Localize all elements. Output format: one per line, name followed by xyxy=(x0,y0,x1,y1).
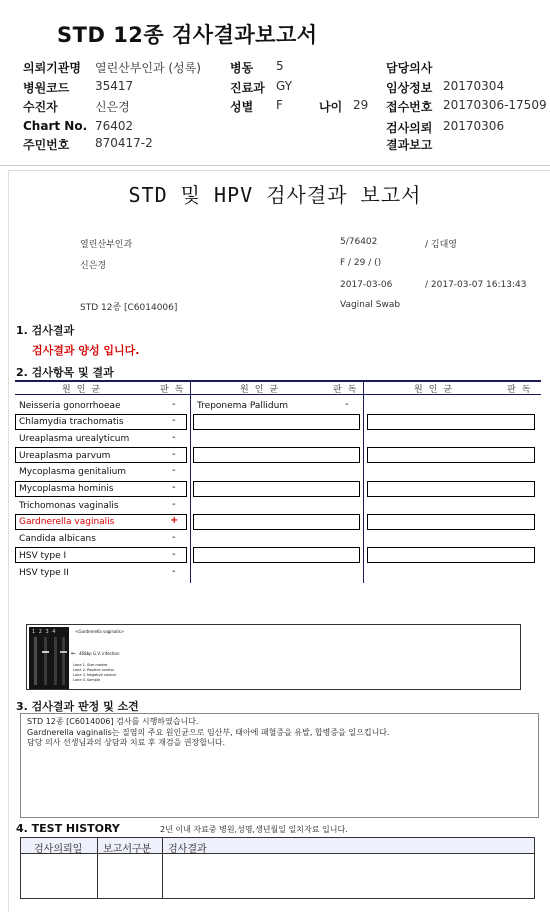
info-test-name: STD 12종 [C6014006] xyxy=(80,303,178,313)
empty-cell xyxy=(193,447,360,463)
empty-cell xyxy=(367,481,535,497)
history-header-result: 검사결과 xyxy=(168,844,207,855)
field-label: 진료과 xyxy=(230,81,265,95)
table-column-divider xyxy=(190,381,191,583)
field-label: 접수번호 xyxy=(386,100,433,114)
organism-result-positive: + xyxy=(170,515,179,526)
empty-cell xyxy=(367,547,535,563)
empty-cell xyxy=(367,514,535,530)
header-result: 판독 xyxy=(160,385,190,395)
arrow-left-icon: ← xyxy=(71,650,77,657)
field-value: 870417-2 xyxy=(95,136,153,150)
field-value: 신은경 xyxy=(95,100,130,114)
result-positive-message: 검사결과 양성 입니다. xyxy=(32,344,140,357)
field-value: 5 xyxy=(276,59,284,73)
gel-lane xyxy=(34,637,37,685)
info-doctor: / 김대영 xyxy=(425,240,457,250)
organism-name: Mycoplasma hominis xyxy=(19,484,114,494)
test-history-table xyxy=(20,837,535,899)
info-sex-age: F / 29 / () xyxy=(340,258,382,268)
field-value: GY xyxy=(276,79,293,93)
empty-cell xyxy=(193,414,360,430)
gel-title: <Gardnerella vaginalis> xyxy=(75,629,125,634)
gel-band-label: 468bp G.V. infection xyxy=(79,651,120,656)
info-patient: 신은경 xyxy=(80,261,107,271)
header-result: 판독 xyxy=(333,385,363,395)
organism-result: - xyxy=(172,532,176,543)
field-value: 35417 xyxy=(95,79,134,93)
header-organism: 원인균 xyxy=(240,385,285,395)
field-value: F xyxy=(276,98,283,112)
gel-legend: Lane 3. Negative control xyxy=(73,673,116,677)
gel-band xyxy=(60,651,67,653)
organism-result: - xyxy=(172,465,176,476)
empty-cell xyxy=(193,514,360,530)
history-column-divider xyxy=(97,838,98,898)
field-label: 병원코드 xyxy=(23,81,70,95)
gel-lane xyxy=(54,637,57,685)
organism-result: - xyxy=(172,415,176,426)
organism-name: Chlamydia trachomatis xyxy=(19,417,124,427)
empty-cell xyxy=(367,447,535,463)
info-date-reported: / 2017-03-07 16:13:43 xyxy=(425,280,527,290)
gel-electrophoresis-image xyxy=(26,624,521,690)
organism-name: Mycoplasma genitalium xyxy=(19,467,127,477)
history-header-type: 보고서구분 xyxy=(103,844,152,855)
empty-cell xyxy=(193,547,360,563)
info-specimen: Vaginal Swab xyxy=(340,300,401,310)
gel-lane xyxy=(62,637,65,685)
page-title: STD 12종 검사결과보고서 xyxy=(57,23,318,47)
field-label: 의뢰기관명 xyxy=(23,61,81,75)
gel-legend: Lane 1. Size marker xyxy=(73,663,108,667)
organism-name: Treponema Pallidum xyxy=(197,401,289,411)
organism-name: Neisseria gonorrhoeae xyxy=(19,401,121,411)
organism-name: Trichomonas vaginalis xyxy=(19,501,119,511)
gel-band xyxy=(42,651,49,653)
organism-result: - xyxy=(172,449,176,460)
field-label: 수진자 xyxy=(23,100,58,114)
field-value: 20170304 xyxy=(443,79,505,93)
header-organism: 원인균 xyxy=(62,385,107,395)
organism-result: - xyxy=(172,566,176,577)
field-label: 병동 xyxy=(230,61,254,75)
comment-line: STD 12종 [C6014006] 검사를 시행하였습니다. xyxy=(27,717,199,726)
history-column-divider xyxy=(162,838,163,898)
organism-name: Candida albicans xyxy=(19,534,96,544)
comment-line: 담당 의사 선생님과의 상담과 치료 후 재검을 권장합니다. xyxy=(27,738,226,747)
field-label: 검사의뢰 xyxy=(386,121,433,135)
field-value: 20170306-17509 xyxy=(443,98,547,112)
organism-result: - xyxy=(172,549,176,560)
history-note: 2년 이내 자료중 병원,성명,생년월일 일치자료 입니다. xyxy=(160,825,348,834)
field-label: 주민번호 xyxy=(23,138,70,152)
info-date-received: 2017-03-06 xyxy=(340,280,393,290)
info-clinic: 열린산부인과 xyxy=(80,240,133,250)
field-value: 열린산부인과 (성록) xyxy=(95,61,201,75)
history-header-date: 검사의뢰일 xyxy=(34,844,83,855)
section-comment-title: 3. 검사결과 판정 및 소견 xyxy=(16,700,139,713)
header-organism: 원인균 xyxy=(414,385,459,395)
comment-box xyxy=(20,713,539,818)
section-items-title: 2. 검사항목 및 결과 xyxy=(16,366,114,379)
organism-name: Ureaplasma urealyticum xyxy=(19,434,130,444)
empty-cell xyxy=(367,414,535,430)
organism-result: - xyxy=(172,399,176,410)
field-label: 나이 xyxy=(319,100,343,114)
info-ward-chart: 5/76402 xyxy=(340,237,378,247)
field-value: 76402 xyxy=(95,119,134,133)
field-value: 20170306 xyxy=(443,119,505,133)
field-value: 29 xyxy=(353,98,369,112)
organism-name: HSV type II xyxy=(19,568,69,578)
section-result-title: 1. 검사결과 xyxy=(16,324,75,337)
header-result: 판독 xyxy=(507,385,537,395)
organism-name-positive: Gardnerella vaginalis xyxy=(19,517,115,527)
report-title: STD 및 HPV 검사결과 보고서 xyxy=(128,183,422,207)
gel-photo xyxy=(29,627,69,689)
gel-lane-numbers: 1 2 3 4 xyxy=(32,629,57,635)
field-label: 임상정보 xyxy=(386,81,433,95)
table-column-divider xyxy=(363,381,364,583)
field-label: Chart No. xyxy=(23,119,88,133)
gel-lane xyxy=(44,637,47,685)
organism-result: - xyxy=(345,399,349,410)
field-label: 성별 xyxy=(230,100,254,114)
gel-legend: Lane 2. Positive control xyxy=(73,668,114,672)
section-history-title: 4. TEST HISTORY xyxy=(16,822,120,835)
empty-cell xyxy=(193,481,360,497)
field-label: 결과보고 xyxy=(386,138,433,152)
organism-result: - xyxy=(172,499,176,510)
organism-name: HSV type I xyxy=(19,551,67,561)
comment-line: Gardnerella vaginalis는 질염의 주요 원인균으로 임산부, 태아에 패혈증을 유발, 합병증을 일으킵니다. xyxy=(27,727,390,737)
gel-legend: Lane 4. Sample xyxy=(73,678,101,682)
organism-name: Ureaplasma parvum xyxy=(19,451,111,461)
field-label: 담당의사 xyxy=(386,61,433,75)
organism-result: - xyxy=(172,482,176,493)
organism-result: - xyxy=(172,432,176,443)
